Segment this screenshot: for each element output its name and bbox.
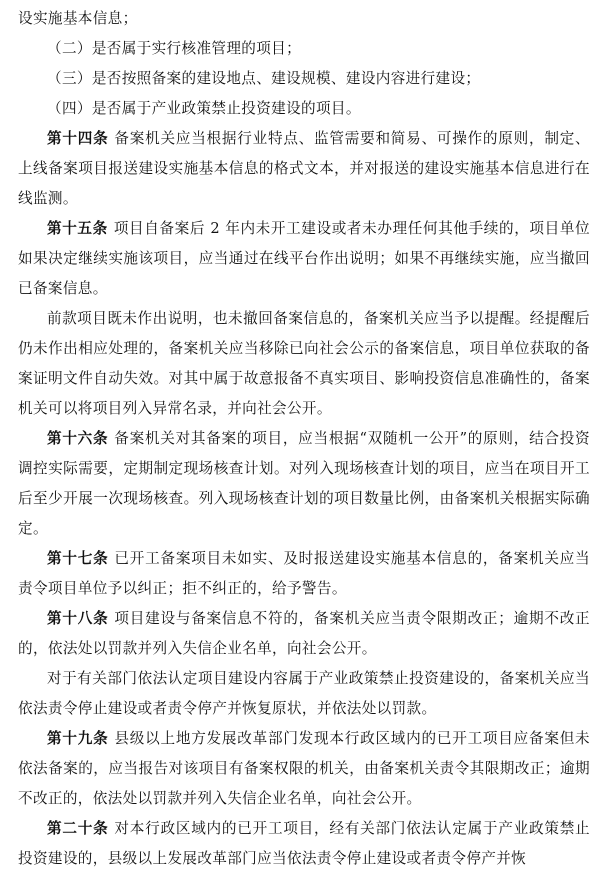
article-14 xyxy=(18,124,590,214)
article-number: 第十八条 xyxy=(47,610,109,627)
article-text: 项目自备案后 2 年内未开工建设或者未办理任何其他手续的，项目单位如果决定继续实施该项目，应当通过在线平台作出说明；如果不再继续实施，应当撤回已备案信息。 xyxy=(18,220,590,297)
article-text: 县级以上地方发展改革部门发现本行政区域内的已开工项目应备案但未依法备案的，应当报告对该项目有备案权限的机关，由备案机关责令其限期改正；逾期不改正的，依法处以罚款并列入失信企业名单，向社会公开。 xyxy=(18,730,590,807)
article-number: 第十四条 xyxy=(47,130,109,147)
paragraph-text: （三）是否按照备案的建设地点、建设规模、建设内容进行建设； xyxy=(47,70,481,87)
document-page xyxy=(18,0,590,874)
paragraph-text: （四）是否属于产业政策禁止投资建设的项目。 xyxy=(47,100,361,117)
article-text: 已开工备案项目未如实、及时报送建设实施基本信息的，备案机关应当责令项目单位予以纠正；拒不纠正的，给予警告。 xyxy=(18,550,590,597)
article-number: 第二十条 xyxy=(47,820,109,837)
paragraph-text: 对于有关部门依法认定项目建设内容属于产业政策禁止投资建设的，备案机关应当依法责令停止建设或者责令停产并恢复原状，并依法处以罚款。 xyxy=(18,670,590,717)
article-text: 备案机关应当根据行业特点、监管需要和简易、可操作的原则，制定、上线备案项目报送建设实施基本信息的格式文本，并对报送的建设实施基本信息进行在线监测。 xyxy=(18,130,590,207)
article-18 xyxy=(18,604,590,664)
paragraph-item-3 xyxy=(18,64,590,94)
article-number: 第十五条 xyxy=(47,220,108,237)
article-19 xyxy=(18,724,590,814)
paragraph-text: （二）是否属于实行核准管理的项目； xyxy=(47,40,302,57)
article-number: 第十六条 xyxy=(47,430,109,447)
article-number: 第十九条 xyxy=(47,730,109,747)
article-15 xyxy=(18,214,590,304)
article-20 xyxy=(18,814,590,874)
article-text: 备案机关对其备案的项目，应当根据“双随机一公开”的原则，结合投资调控实际需要，定期制定现场核查计划。对列入现场核查计划的项目，应当在项目开工后至少开展一次现场核查。列入现场核查计划的项目数量比例，由备案机关根据实际确定。 xyxy=(18,430,590,537)
article-text: 对本行政区域内的已开工项目，经有关部门依法认定属于产业政策禁止投资建设的，县级以上发展改革部门应当依法责令停止建设或者责令停产并恢 xyxy=(18,820,590,867)
article-number: 第十七条 xyxy=(47,550,109,567)
paragraph-text: 设实施基本信息； xyxy=(18,10,138,27)
article-15-paragraph-2 xyxy=(18,304,590,424)
paragraph-text: 前款项目既未作出说明，也未撤回备案信息的，备案机关应当予以提醒。经提醒后仍未作出相应处理的，备案机关应当移除已向社会公示的备案信息，项目单位获取的备案证明文件自动失效。对其中属于故意报备不真实项目、影响投资信息准确性的，备案机关可以将项目列入异常名录，并向社会公开。 xyxy=(18,310,590,417)
article-text: 项目建设与备案信息不符的，备案机关应当责令限期改正；逾期不改正的，依法处以罚款并列入失信企业名单，向社会公开。 xyxy=(18,610,590,657)
article-17 xyxy=(18,544,590,604)
article-16 xyxy=(18,424,590,544)
paragraph-continuation xyxy=(18,4,590,34)
paragraph-item-4 xyxy=(18,94,590,124)
paragraph-item-2 xyxy=(18,34,590,64)
article-18-paragraph-2 xyxy=(18,664,590,724)
